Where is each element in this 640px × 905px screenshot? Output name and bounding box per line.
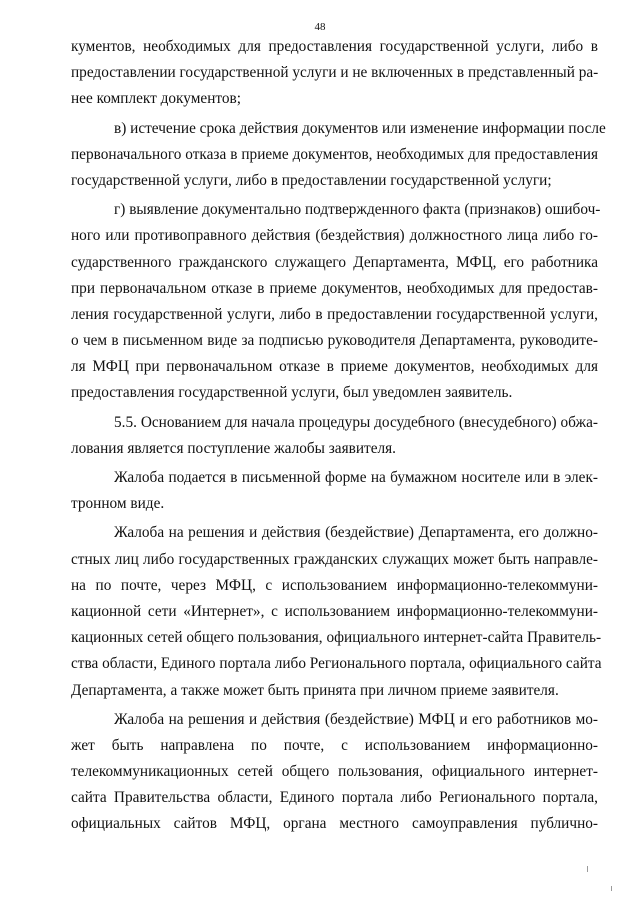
text-line: ления государственной услуги, либо в предоставлении государственной услуги,	[71, 305, 598, 323]
text-line: Жалоба подается в письменной форме на бумажном носителе или в элек-	[114, 469, 598, 486]
scan-artifact	[611, 886, 612, 891]
text-line: ного или противоправного действия (бездействия) должностного лица либо го-	[71, 227, 598, 245]
page-number: 48	[314, 21, 326, 33]
text-line: ства области, Единого портала либо Регионального портала, официального сайта	[71, 655, 602, 673]
text-line: ля МФЦ при первоначальном отказе в приеме документов, необходимых для	[71, 358, 598, 376]
text-line: сайта Правительства области, Единого портала либо Регионального портала,	[71, 789, 598, 807]
text-line: Жалоба на решения и действия (бездействие) МФЦ и его работников мо-	[114, 710, 598, 728]
text-line: тронном виде.	[71, 495, 165, 513]
text-line: телекоммуникационных сетей общего пользования, официального интернет-	[71, 763, 598, 781]
document-body	[71, 34, 606, 838]
text-line: о чем в письменном виде за подписью руководителя Департамента, руководите-	[71, 332, 598, 350]
text-line: стных лиц либо государственных гражданских служащих может быть направле-	[71, 550, 598, 568]
text-line: официальных сайтов МФЦ, органа местного самоуправления публично-	[71, 815, 598, 833]
text-line: г) выявление документально подтвержденного факта (признаков) ошибоч-	[114, 201, 601, 219]
text-line: предоставления государственной услуги, был уведомлен заявитель.	[71, 384, 513, 402]
text-line: кационных сетей общего пользования, официального интернет-сайта Правитель-	[71, 629, 602, 647]
scan-artifact	[587, 866, 588, 872]
text-line: на по почте, через МФЦ, с использованием информационно-телекоммуни-	[71, 576, 598, 594]
text-line: 5.5. Основанием для начала процедуры досудебного (внесудебного) обжа-	[114, 413, 598, 431]
text-line: лования является поступление жалобы заявителя.	[71, 439, 396, 457]
text-line: кационной сети «Интернет», с использованием информационно-телекоммуни-	[71, 602, 598, 620]
text-line: в) истечение срока действия документов или изменение информации после	[114, 119, 606, 137]
text-line: нее комплект документов;	[71, 90, 241, 108]
text-line: государственной услуги, либо в предоставлении государственной услуги;	[71, 171, 552, 189]
text-line: жет быть направлена по почте, с использованием информационно-	[71, 736, 598, 754]
text-line: Жалоба на решения и действия (бездействие) Департамента, его должно-	[114, 524, 598, 542]
text-line: предоставлении государственной услуги и не включенных в представленный ра-	[71, 64, 599, 82]
text-line: первоначального отказа в приеме документов, необходимых для предоставления	[71, 145, 598, 163]
text-line: Департамента, а также может быть принята при личном приеме заявителя.	[71, 681, 559, 699]
text-line: сударственного гражданского служащего Департамента, МФЦ, его работника	[71, 253, 598, 271]
text-line: кументов, необходимых для предоставления государственной услуги, либо в	[71, 38, 598, 55]
text-line: при первоначальном отказе в приеме документов, необходимых для предостав-	[71, 279, 598, 297]
